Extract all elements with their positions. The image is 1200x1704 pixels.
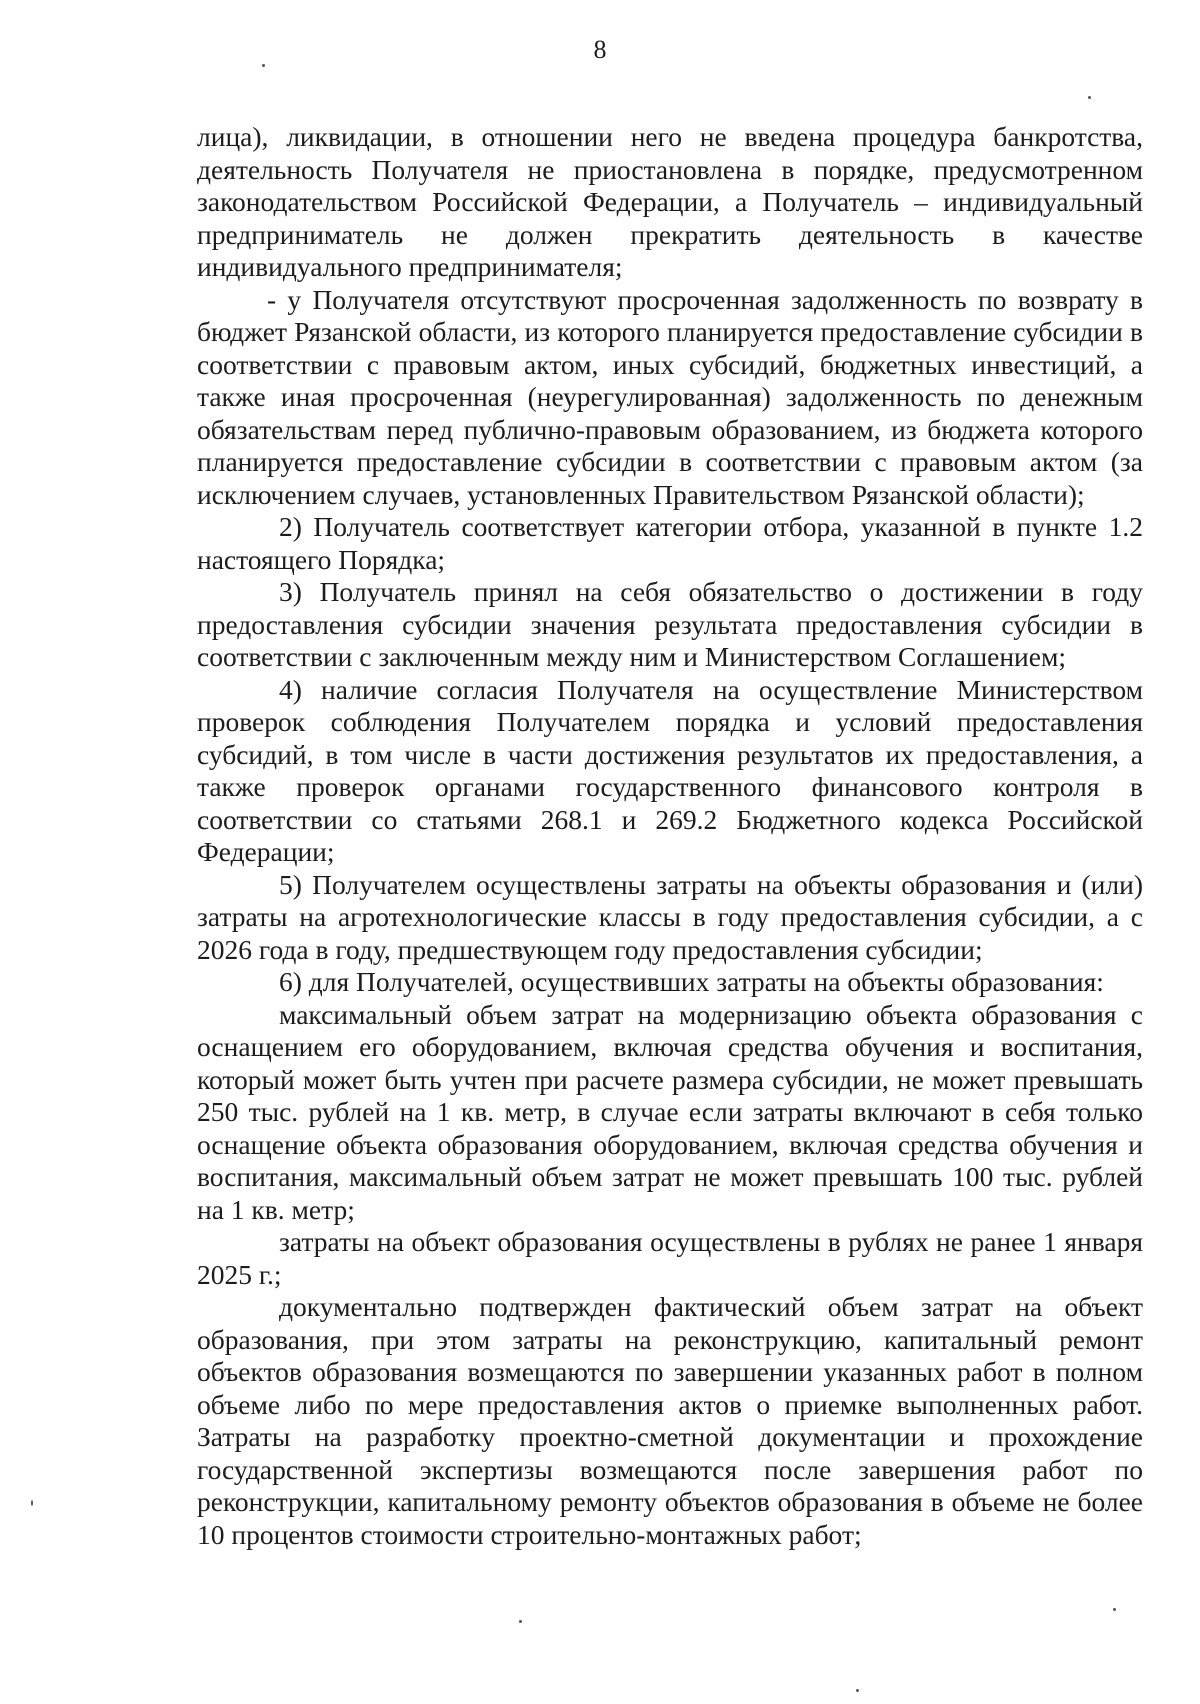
paragraph-item-2: 2) Получатель соответствует категории отбора, указанной в пункте 1.2 настоящего Порядка; xyxy=(197,511,1143,575)
scan-speck xyxy=(856,1689,859,1692)
page-number: 8 xyxy=(593,35,607,64)
paragraph-item-6: 6) для Получателей, осуществивших затраты на объекты образования: xyxy=(279,966,1104,997)
paragraph-continuation: лица), ликвидации, в отношении него не введена процедура банкротства, деятельность Получателя не приостановлена в порядке, предусмотренном законодательством Российской Федерации, а Получатель – индивидуальный предприниматель не должен прекратить деятельность в качестве индивидуального предпринимателя; xyxy=(197,121,1143,282)
paragraph-item-3: 3) Получатель принял на себя обязательство о достижении в году предоставления субсидии значения результата предоставления субсидии в соответствии с заключенным между ним и Министерством Соглашением; xyxy=(197,576,1143,672)
scan-speck xyxy=(31,1500,33,1506)
paragraph-item-5: 5) Получателем осуществлены затраты на объекты образования и (или) затраты на агротехнологические классы в году предоставления субсидии, а с 2026 года в году, предшествующем году предоставления субсидии; xyxy=(197,868,1143,965)
scan-speck xyxy=(1113,1608,1116,1611)
paragraph-no-debt: - у Получателя отсутствуют просроченная задолженность по возврату в бюджет Рязанской области, из которого планируется предоставление субсидии в соответствии с правовым актом, иных субсидий, бюджетных инвестиций, а также иная просроченная (неурегулированная) задолженность по денежным обязательствам перед публично-правовым образованием, из бюджета которого планируется предоставление субсидии в соответствии с правовым актом (за исключением случаев, установленных Правительством Рязанской области); xyxy=(197,283,1143,510)
paragraph-max-costs: максимальный объем затрат на модернизацию объекта образования с оснащением его оборудованием, включая средства обучения и воспитания, который может быть учтен при расчете размера субсидии, не может превышать 250 тыс. рублей на 1 кв. метр, в случае если затраты включают в себя только оснащение объекта образования оборудованием, включая средства обучения и воспитания, максимальный объем затрат не может превышать 100 тыс. рублей на 1 кв. метр; xyxy=(197,998,1143,1225)
paragraph-costs-date: затраты на объект образования осуществлены в рублях не ранее 1 января 2025 г.; xyxy=(197,1226,1143,1290)
scan-speck xyxy=(1088,96,1091,99)
scan-speck xyxy=(262,64,265,67)
scan-speck xyxy=(519,1620,522,1623)
document-body xyxy=(197,121,1143,1551)
paragraph-item-4: 4) наличие согласия Получателя на осуществление Министерством проверок соблюдения Получателем порядка и условий предоставления субсидий, в том числе в части достижения результатов их предоставления, а также проверок органами государственного финансового контроля в соответствии со статьями 268.1 и 269.2 Бюджетного кодекса Российской Федерации; xyxy=(197,673,1143,867)
paragraph-documented-costs: документально подтвержден фактический объем затрат на объект образования, при этом затраты на реконструкцию, капитальный ремонт объектов образования возмещаются по завершении указанных работ в полном объеме либо по мере предоставления актов о приемке выполненных работ. Затраты на разработку проектно-сметной документации и прохождение государственной экспертизы возмещаются после завершения работ по реконструкции, капитальному ремонту объектов образования в объеме не более 10 процентов стоимости строительно-монтажных работ; xyxy=(197,1291,1143,1550)
